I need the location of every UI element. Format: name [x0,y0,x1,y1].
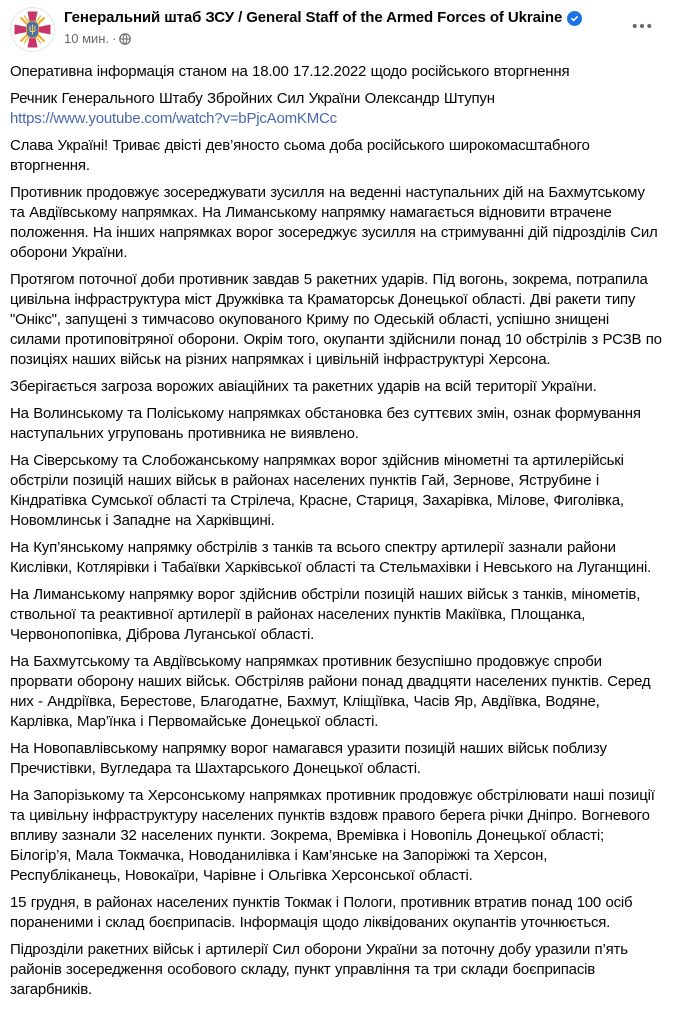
post-paragraph: Протягом поточної доби противник завдав 5 ракетних ударів. Під вогонь, зокрема, потрапила цивільна інфраструктура міст Дружківка та Краматорськ Донецької області. Дві ракети типу "Онікс", запущені з тимчасово окупованого Криму по Одеській області, успішно знищені силами протиповітряної оборони. Окрім того, окупанти здійснили понад 10 обстрілів з РСЗВ по позиціях наших військ на різних напрямках і цивільній інфраструктурі Херсона. [10,271,662,368]
post-content [0,52,676,1000]
post-header [0,0,676,52]
post-paragraph: Оперативна інформація станом на 18.00 17.12.2022 щодо російського вторгнення [10,63,570,80]
emblem-trident-icon [27,21,39,38]
post-paragraph: На Сіверському та Слобожанському напрямках ворог здійснив мінометні та артилерійські обстріли позицій наших військ в районах населених пунктів Гай, Зернове, Яструбине і Кіндратівка Сумської області та Стрілеча, Красне, Стариця, Захарівка, Мілове, Фиголівка, Новомлинськ і Западне на Харківщині. [10,452,624,529]
meta-separator: · [112,31,117,46]
post-paragraph-text: Речник Генерального Штабу Збройних Сил України Олександр Штупун [10,90,495,107]
post-paragraph: На Бахмутському та Авдіївському напрямках противник безуспішно продовжує спроби прорвати оборону наших військ. Обстріляв райони понад двадцяти населених пунктів. Серед них - Андріївка, Берестове, Благодатне, Бахмут, Кліщіївка, Часів Яр, Авдіївка, Водяне, Карлівка, Мар’їнка і Первомайське Донецької області. [10,653,651,730]
page-name-row [64,8,582,28]
post-paragraph: Противник продовжує зосереджувати зусилля на веденні наступальних дій на Бахмутському та Авдіївському напрямках. На Лиманському напрямку намагається відновити втрачене положення. На інших напрямках ворог зосереджує зусилля на стримуванні дій підрозділів Сил оборони України. [10,184,658,261]
page-avatar[interactable] [10,7,55,52]
post-paragraph: На Куп’янському напрямку обстрілів з танків та всього спектру артилерії зазнали райони Кислівки, Котлярівки і Табаївки Харківської області та Стельмахівки і Невського на Луганщині. [10,539,652,576]
page-name-link[interactable]: Генеральний штаб ЗСУ / General Staff of the Armed Forces of Ukraine [64,9,563,26]
verified-badge-icon [567,11,582,26]
post-paragraph: Підрозділи ракетних військ і артилерії Сил оборони України за поточну добу уразили п’ять районів зосередження особового складу, пункт управління та три склади боєприпасів загарбників. [10,941,628,998]
post-paragraph: Слава Україні! Триває двісті дев’яносто сьома доба російського широкомасштабного вторгнення. [10,137,590,174]
post-paragraph: 15 грудня, в районах населених пунктів Токмак і Пологи, противник втратив понад 100 осіб пораненими і склад боєприпасів. Інформація щодо ліквідованих окупантів уточнюється. [10,894,633,931]
post-options-button[interactable] [626,14,658,38]
youtube-link[interactable]: https://www.youtube.com/watch?v=bPjcAomKMCc [10,110,337,127]
post-paragraph: На Лиманському напрямку ворог здійснив обстріли позицій наших військ з танків, мінометів, ствольної та реактивної артилерії в районах населених пунктів Макіївка, Площанка, Червонопопівка, Діброва Луганської області. [10,586,641,643]
post-timestamp[interactable]: 10 мин. [64,31,110,46]
globe-icon [119,33,131,45]
ellipsis-icon [632,23,652,29]
post-paragraph: На Запорізькому та Херсонському напрямках противник продовжує обстрілювати наші позиції та цивільну інфраструктуру населених пунктів вздовж правого берега річки Дніпро. Вогневого впливу зазнали 32 населених пункти. Зокрема, Времівка і Новопіль Донецької області; Білогір’я, Мала Токмачка, Новоданилівка і Кам’янське на Запоріжжі та Херсон, Республіканець, Новокаїри, Чарівне і Ольгівка Херсонської області. [10,787,655,884]
post-paragraph: На Волинському та Поліському напрямках обстановка без суттєвих змін, ознак формування наступальних угруповань противника не виявлено. [10,405,641,442]
post-meta [64,31,582,46]
post-paragraph: Зберігається загроза ворожих авіаційних та ракетних ударів на всій території України. [10,378,597,395]
post-paragraph: На Новопавлівському напрямку ворог намагався уразити позицій наших військ поблизу Пречистівки, Вугледара та Шахтарського Донецької області. [10,740,607,777]
header-text [64,7,582,46]
post-paragraph [10,89,662,129]
